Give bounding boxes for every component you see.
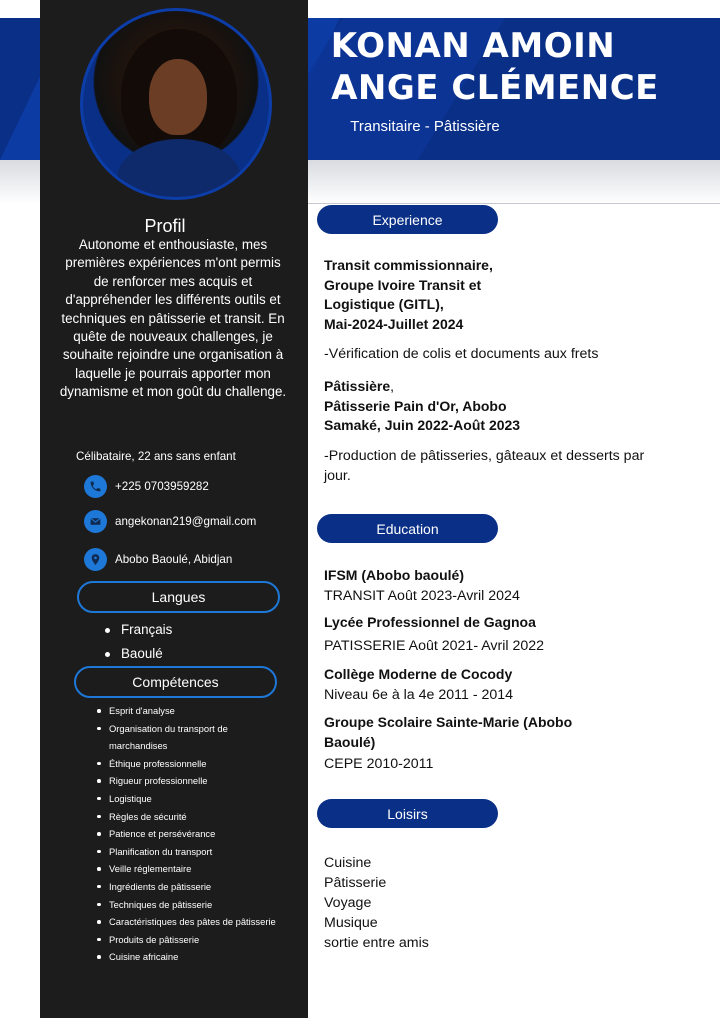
job-employer: Pâtisserie Pain d'Or, Abobo (324, 397, 507, 414)
job-role-suffix: , (390, 378, 395, 394)
list-item: Planification du transport (96, 843, 276, 861)
job-dates: Mai-2024-Juillet 2024 (324, 315, 464, 332)
education-item (324, 566, 664, 606)
langues-heading: Langues (77, 581, 280, 613)
list-item: Caractéristiques des pâtes de pâtisserie (96, 913, 276, 931)
list-item: Produits de pâtisserie (96, 931, 276, 949)
photo-body (117, 139, 241, 200)
list-item: Ingrédients de pâtisserie (96, 878, 276, 896)
map-pin-icon (84, 548, 107, 571)
experience-item (324, 377, 664, 486)
competences-heading: Compétences (74, 666, 277, 698)
job-dates: Samaké, Juin 2022-Août 2023 (324, 417, 521, 433)
loisirs-list (324, 853, 664, 953)
job-employer: Logistique (GITL), (324, 296, 444, 312)
list-item: Techniques de pâtisserie (96, 896, 276, 914)
list-item: Règles de sécurité (96, 808, 276, 826)
loisirs-heading: Loisirs (317, 799, 498, 828)
list-item: sortie entre amis (324, 935, 429, 951)
phone-icon (84, 475, 107, 498)
langues-list (104, 620, 172, 668)
list-item: Patience et persévérance (96, 825, 276, 843)
school-detail: Niveau 6e à la 4e 2011 - 2014 (324, 686, 514, 703)
name-line-2: ANGE CLÉMENCE (331, 68, 659, 108)
envelope-icon (84, 510, 107, 533)
competences-list (96, 702, 276, 966)
school-detail: TRANSIT Août 2023-Avril 2024 (324, 587, 520, 604)
education-item (324, 665, 664, 705)
list-item: Logistique (96, 790, 276, 808)
school-name: IFSM (Abobo baoulé) (324, 567, 464, 583)
profil-heading: Profil (144, 216, 186, 236)
phone-text[interactable]: +225 0703959282 (115, 479, 209, 493)
list-item: Baoulé (104, 644, 172, 668)
job-employer: Groupe Ivoire Transit et (324, 276, 482, 293)
job-role: Transit commissionnaire, (324, 257, 493, 273)
name-line-1: KONAN AMOIN (330, 26, 616, 66)
education-heading: Education (317, 514, 498, 543)
profile-photo (80, 8, 272, 200)
experience-item (324, 256, 664, 364)
photo-face (149, 59, 207, 135)
school-name: Groupe Scolaire Sainte-Marie (Abobo Baoulé) (324, 714, 573, 750)
list-item: Éthique professionnelle (96, 755, 276, 773)
list-item: Pâtisserie (324, 875, 387, 891)
full-name (260, 26, 720, 108)
list-item: Cuisine africaine (96, 948, 276, 966)
contact-phone (84, 474, 304, 498)
experience-heading: Experience (317, 205, 498, 234)
list-item: Rigueur professionnelle (96, 772, 276, 790)
list-item: Cuisine (324, 855, 372, 871)
job-description: -Vérification de colis et documents aux frets (324, 346, 599, 362)
school-detail: PATISSERIE Août 2021- Avril 2022 (324, 637, 545, 654)
divider (308, 203, 720, 204)
contact-location (84, 547, 304, 571)
list-item: Esprit d'analyse (96, 702, 276, 720)
list-item: Voyage (324, 895, 372, 911)
job-role: Pâtissière (324, 378, 391, 394)
marital-status: Célibataire, 22 ans sans enfant (76, 450, 236, 463)
education-item (324, 613, 664, 656)
list-item: Français (104, 620, 172, 644)
school-name: Collège Moderne de Cocody (324, 666, 513, 682)
job-title: Transitaire - Pâtissière (350, 118, 500, 135)
location-text: Abobo Baoulé, Abidjan (115, 552, 233, 566)
profil-text: Autonome et enthousiaste, mes premières expériences m'ont permis de renforcer mes acquis et d'appréhender les différents outils et techniques en pâtisserie et transit. En quête de nouveaux challenges, je souhaite rejoindre une organisation à laquelle je pourrais apporter mon dynamisme et mon goût du challenge. (59, 237, 287, 400)
school-name: Lycée Professionnel de Gagnoa (324, 614, 536, 630)
education-item (324, 713, 614, 774)
list-item: Veille réglementaire (96, 860, 276, 878)
list-item: Organisation du transport de marchandises (96, 720, 276, 755)
job-description: -Production de pâtisseries, gâteaux et desserts par jour. (324, 447, 645, 484)
list-item: Musique (324, 915, 378, 931)
email-text[interactable]: angekonan219@gmail.com (115, 514, 257, 528)
school-detail: CEPE 2010-2011 (324, 756, 434, 772)
contact-email (84, 509, 304, 533)
